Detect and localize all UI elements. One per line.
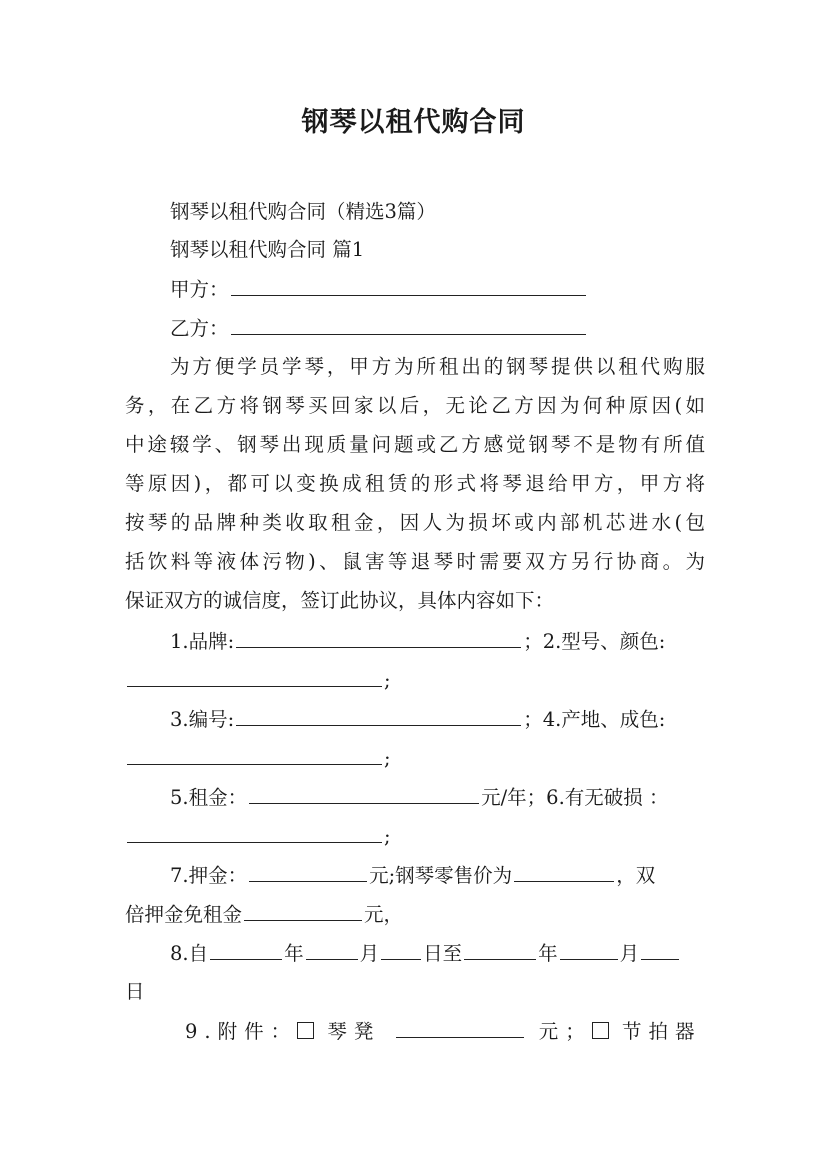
end-year-blank [464,939,536,960]
semicolon: ; [384,747,391,770]
semicolon: ; [384,825,391,848]
model-blank [127,666,382,687]
month-label: 月 [619,942,640,965]
paragraph-line: 务，在乙方将钢琴买回家以后，无论乙方因为何种原因(如 [125,394,705,417]
paragraph-line: 等原因)，都可以变换成租赁的形式将琴退给甲方，甲方将 [125,472,705,495]
item-accessories-label: 9.附件： [185,1020,298,1043]
year-label: 年 [538,942,558,965]
party-a-blank [231,275,586,296]
party-a-line [170,275,705,303]
double-deposit-blank [244,900,362,921]
year-label: 年 [284,942,304,965]
start-month-blank [306,939,358,960]
start-day-blank [381,939,421,960]
day-to-label: 日至 [423,942,463,965]
party-a-label: 甲方： [170,278,229,301]
serial-blank [236,705,521,726]
metronome-checkbox[interactable] [592,1022,609,1039]
semicolon: ; [384,669,391,692]
end-day-label: 日 [125,980,145,1003]
metronome-label: 节拍器 [621,1020,702,1043]
retail-price-blank [514,861,614,882]
origin-blank [127,744,382,765]
bench-label: 琴凳 [327,1020,381,1043]
item-deposit-cont [125,900,705,928]
item-deposit-b-end: 元， [364,903,404,926]
end-day-blank [641,939,679,960]
item-rent-unit: 元/年；6.有无破损 ： [481,786,669,809]
paragraph-line: 按琴的品牌种类收取租金，因人为损坏或内部机芯进水(包 [125,511,705,534]
origin-blank-line [125,744,705,772]
month-label: 月 [359,942,380,965]
model-blank-line [125,666,705,694]
deposit-blank [249,861,367,882]
item-rent-damage [170,783,705,811]
item-deposit-mid: 元;钢琴零售价为 [369,864,513,887]
item-accessories [185,1017,705,1045]
rent-blank [249,783,479,804]
damage-blank [127,822,382,843]
item-period [170,939,705,967]
paragraph-line: 为方便学员学琴，甲方为所租出的钢琴提供以租代购服 [170,355,705,378]
item-rent-label: 5.租金： [170,786,248,809]
party-b-label: 乙方： [170,317,229,340]
item-brand-model [170,627,705,655]
item-origin-label: ；4.产地、成色: [523,708,666,731]
paragraph-line: 保证双方的诚信度，签订此协议，具体内容如下： [125,589,555,612]
damage-blank-line [125,822,705,850]
item-serial-label: 3.编号: [170,708,235,731]
item-period-label: 8.自 [170,942,209,965]
bench-checkbox[interactable] [297,1022,314,1039]
party-b-line [170,314,705,342]
item-deposit [170,861,705,889]
section-heading: 钢琴以租代购合同 篇1 [170,238,365,261]
item-serial-origin [170,705,705,733]
item-deposit-b: 倍押金免租金 [125,903,243,926]
start-year-blank [210,939,282,960]
bench-price-blank [396,1017,524,1038]
item-model-label: ；2.型号、颜色: [523,630,666,653]
brand-blank [236,627,521,648]
paragraph-line: 中途辍学、钢琴出现质量问题或乙方感觉钢琴不是物有所值 [125,433,705,456]
paragraph-line: 括饮料等液体污物)、鼠害等退琴时需要双方另行协商。为 [125,550,705,573]
bench-unit: 元； [538,1020,592,1043]
document-title: 钢琴以租代购合同 [301,107,526,138]
party-b-blank [231,314,586,335]
item-deposit-end: ，双 [616,864,656,887]
item-brand-label: 1.品牌: [170,630,235,653]
end-month-blank [560,939,618,960]
subtitle: 钢琴以租代购合同（精选3篇） [170,200,436,223]
item-deposit-label: 7.押金： [170,864,248,887]
